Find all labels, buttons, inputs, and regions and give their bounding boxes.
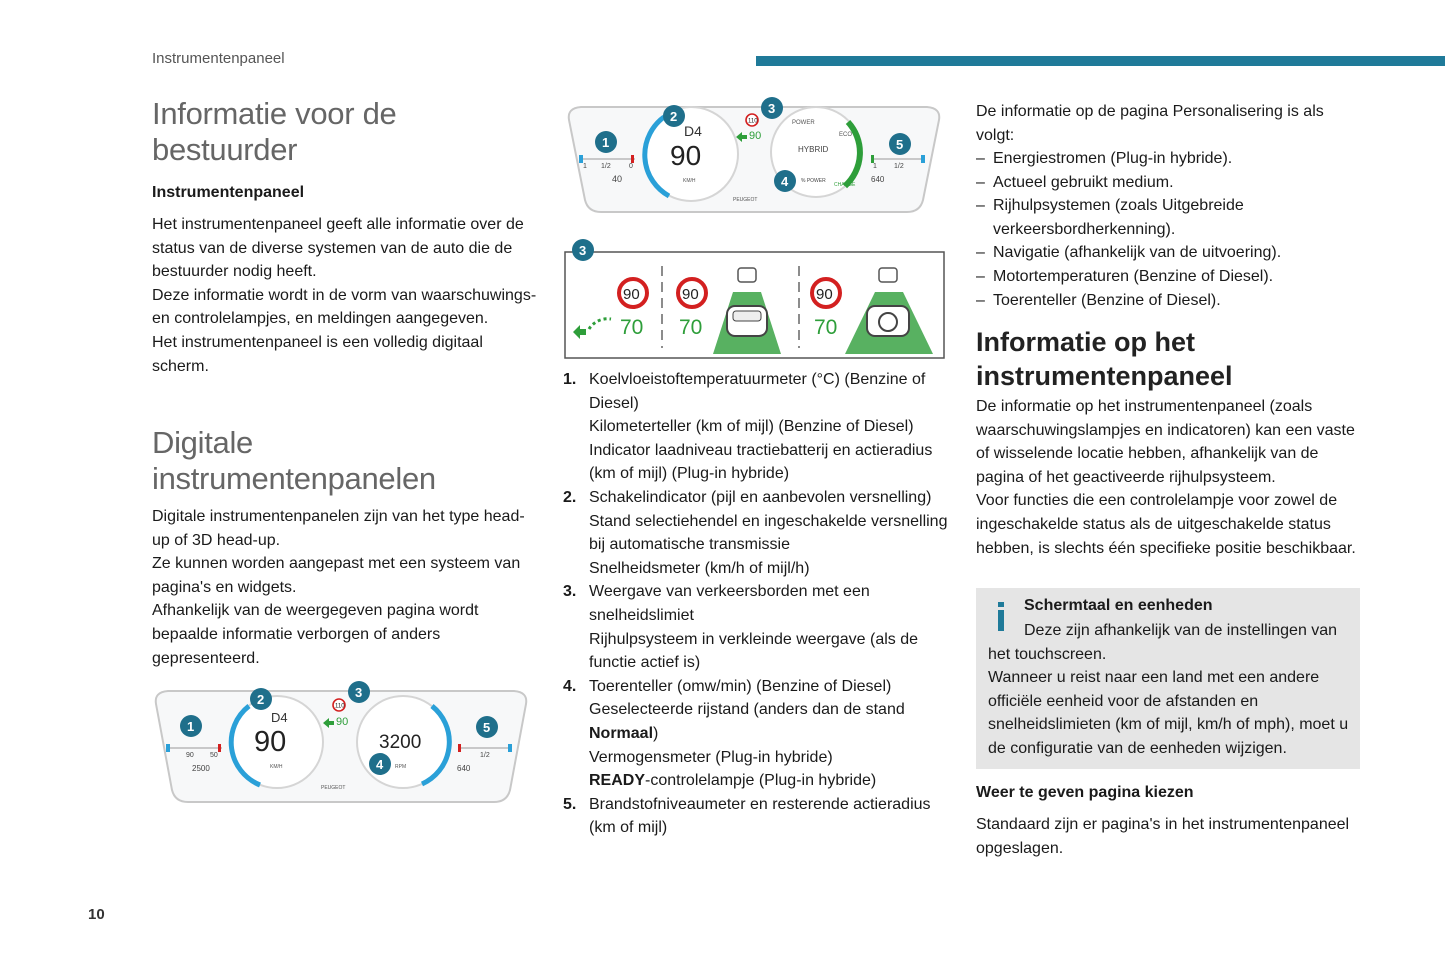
brand-label: PEUGEOT (321, 785, 346, 791)
rpm-value: 3200 (379, 732, 422, 753)
speed-unit: KM/H (270, 764, 283, 770)
left-tick: 1/2 (601, 163, 611, 170)
gear-value: D4 (271, 710, 288, 725)
list-item: 4. Toerenteller (omw/min) (Benzine of Diesel) Geselecteerde rijstand (anders dan de stand Normaal) Vermogensmeter (Plug-in hybride) READY-controlelampje (Plug-in hybride) (563, 677, 905, 790)
svg-text:4: 4 (376, 757, 384, 772)
callout-badge-3 (348, 681, 370, 703)
svg-text:1: 1 (187, 719, 195, 734)
left-tick: 50 (210, 752, 218, 759)
gear-indicator (271, 710, 288, 725)
brand-label: PEUGEOT (733, 197, 758, 203)
list-item: 3. Weergave van verkeersborden met een snelheidslimiet Rijhulpsysteem in verkleinde weergave (als de functie actief is) (563, 583, 919, 672)
speed-limit-sign (746, 114, 758, 126)
svg-text:5: 5 (896, 137, 904, 152)
callout-badge-4 (774, 170, 796, 192)
speed-value: 70 (814, 316, 838, 339)
sign-value: 110 (748, 118, 758, 125)
paragraph: Het instrumentenpaneel geeft alle informatie over de status van de diverse systemen van de auto die de bestuurder nodig heeft. (152, 216, 524, 281)
paragraph: Deze zijn afhankelijk van de instellingen van het touchscreen. (988, 622, 1338, 663)
power-label: POWER (792, 120, 815, 126)
sign-value: 90 (623, 286, 640, 303)
callout-badge-3 (572, 239, 594, 261)
callout-badge-2 (250, 688, 272, 710)
paragraph: Digitale instrumentenpanelen zijn van het type head-up of 3D head-up. (152, 508, 525, 549)
eco-label: ECO (839, 132, 853, 138)
title-digital-panels: Digitale instrumentenpanelen (152, 425, 436, 496)
speed-limit-sign (333, 699, 345, 711)
list-item: 5. Brandstofniveaumeter en resterende actieradius (km of mijl) (563, 795, 931, 837)
right-tick: 1/2 (894, 163, 904, 170)
info-box (976, 588, 1360, 769)
svg-text:2: 2 (670, 109, 678, 124)
left-range: 2500 (192, 764, 210, 773)
personalisation-list (976, 147, 1361, 312)
right-tick: 1 (873, 163, 877, 170)
sign-value: 90 (816, 286, 833, 303)
speed-value: 90 (670, 140, 702, 171)
left-tick: 0 (629, 163, 633, 170)
svg-text:5: 5 (483, 720, 491, 735)
list-item: 2. Schakelindicator (pijl en aanbevolen versnelling) Stand selectiehendel en ingeschakelde versnelling bij automatische transmissie Snelheidsmeter (km/h of mijl/h) (563, 488, 948, 577)
right-value: 640 (871, 175, 885, 184)
svg-text:2: 2 (257, 692, 265, 707)
paragraph: Deze informatie wordt in de vorm van waarschuwings- en controlelampjes, en meldingen aangegeven. (152, 286, 537, 328)
list-item: – Motortemperaturen (Benzine of Diesel). (976, 265, 1361, 289)
callout-badge-4 (369, 753, 391, 775)
svg-text:4: 4 (781, 174, 789, 189)
paragraph: De informatie op het instrumentenpaneel (zoals waarschuwingslampjes en indicatoren) kan een vaste of wisselende locatie hebben, afhankelijk van de pagina of het geactiveerde rijhulpsysteem. (976, 398, 1355, 486)
right-range: 640 (457, 764, 471, 773)
page-number: 10 (88, 906, 105, 923)
paragraph: Standaard zijn er pagina's in het instrumentenpaneel opgeslagen. (976, 816, 1350, 857)
list-item: – Actueel gebruikt medium. (976, 171, 1361, 195)
arrow-speed-value: 90 (336, 716, 349, 728)
traffic-sign-illustration (563, 236, 947, 362)
instrument-cluster-illustration-b (563, 94, 945, 218)
callout-badge-1 (595, 131, 617, 153)
header-section-title: Instrumentenpaneel (152, 50, 285, 67)
list-item: – Rijhulpsystemen (zoals Uitgebreide verkeersbordherkenning). (976, 194, 1361, 241)
callout-badge-5 (889, 133, 911, 155)
svg-text:3: 3 (768, 101, 776, 116)
paragraph: Voor functies die een controlelampje voor zowel de ingeschakelde status als de uitgeschakelde status hebben, is slechts één specifieke positie beschikbaar. (976, 492, 1356, 557)
speed-value: 90 (254, 726, 287, 758)
title-driver-info: Informatie voor de bestuurder (152, 96, 397, 167)
callout-badge-1 (180, 715, 202, 737)
paragraph: Ze kunnen worden aangepast met een systeem van pagina's en widgets. (152, 555, 521, 596)
charge-label: CHARGE (834, 182, 856, 188)
paragraph: Wanneer u reist naar een land met een andere officiële eenheid voor de afstanden en snelheidslimieten (km of mijl, km/h of mph), moet u de configuratie van de eenheden wijzigen. (988, 669, 1349, 757)
list-item: – Toerenteller (Benzine of Diesel). (976, 289, 1361, 313)
speed-value: 70 (679, 316, 703, 339)
subtitle-instrument-panel: Instrumentenpaneel (152, 184, 305, 201)
left-value: 40 (612, 174, 623, 184)
hybrid-label: HYBRID (798, 145, 829, 154)
digital-text (152, 505, 542, 670)
legend-list (563, 368, 948, 840)
subtitle-choose-page: Weer te geven pagina kiezen (976, 784, 1194, 801)
paragraph: Afhankelijk van de weergegeven pagina wordt bepaalde informatie verborgen of anders gepresenteerd. (152, 602, 479, 667)
svg-text:1: 1 (602, 135, 610, 150)
header-accent-bar (756, 56, 1445, 66)
instrument-cluster-illustration-a (150, 678, 532, 806)
callout-badge-3 (761, 97, 783, 119)
left-tick: 90 (186, 752, 194, 759)
left-tick: 1 (583, 163, 587, 170)
paragraph: Het instrumentenpaneel is een volledig digitaal scherm. (152, 333, 483, 375)
info-title: Schermtaal en eenheden (1024, 597, 1213, 614)
callout-badge-2 (663, 105, 685, 127)
speed-unit: KM/H (683, 178, 696, 184)
list-item: 1. Koelvloeistoftemperatuurmeter (°C) (Benzine of Diesel) Kilometerteller (km of mijl) (Benzine of Diesel) Indicator laadniveau tractiebatterij en actieradius (km of mijl) (Plug-in hybride) (563, 371, 933, 483)
svg-text:3: 3 (579, 243, 587, 258)
sign-value: 90 (682, 286, 699, 303)
arrow-speed-value: 90 (749, 130, 762, 142)
list-item: – Energiestromen (Plug-in hybride). (976, 147, 1361, 171)
paragraph: De informatie op de pagina Personalisering is als volgt: (976, 103, 1324, 144)
rpm-unit: RPM (395, 764, 407, 770)
panel-info-text (976, 395, 1361, 560)
power-small-label: % POWER (801, 178, 826, 184)
right-tick: 1/2 (480, 752, 490, 759)
speed-value: 70 (620, 316, 644, 339)
callout-badge-5 (476, 716, 498, 738)
sign-value: 110 (335, 703, 345, 710)
intro-text (152, 213, 542, 378)
title-panel-info: Informatie op het instrumentenpaneel (976, 327, 1233, 391)
svg-text:3: 3 (355, 685, 363, 700)
list-item: – Navigatie (afhankelijk van de uitvoering). (976, 241, 1361, 265)
gear-value: D4 (684, 123, 702, 139)
